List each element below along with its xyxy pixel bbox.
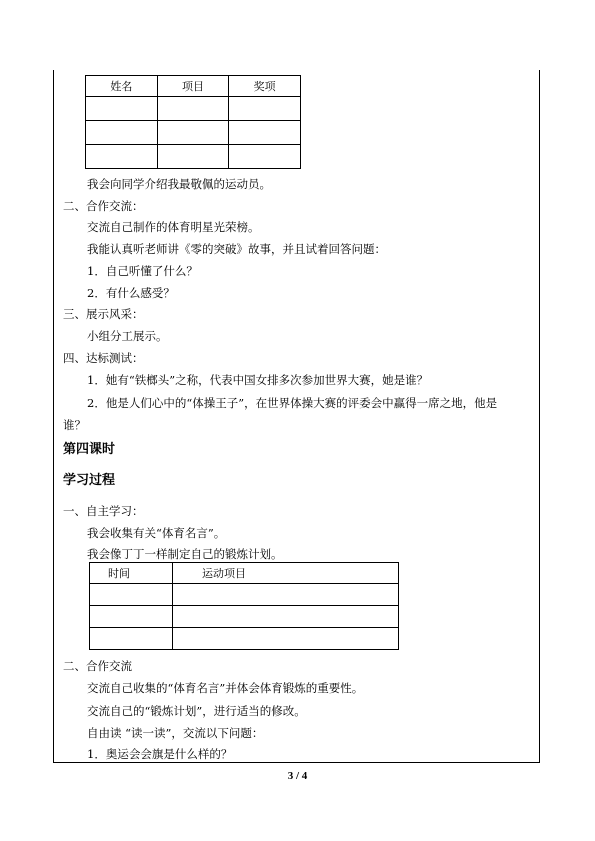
question-line: 1．她有“铁榔头”之称，代表中国女排多次参加世界大赛，她是谁？ — [87, 373, 429, 387]
table-cell — [86, 121, 158, 145]
question-line: 谁？ — [63, 418, 86, 432]
header-label: 时间 — [108, 567, 130, 580]
table-cell — [157, 145, 229, 169]
exercise-plan-table — [89, 562, 399, 650]
section-heading: 四、达标测试： — [63, 351, 144, 365]
section-heading: 二、合作交流： — [63, 199, 144, 213]
section-heading: 三、展示风采： — [63, 307, 144, 321]
table-cell — [90, 628, 173, 650]
table-row — [90, 606, 399, 628]
body-line: 我能认真听老师讲《零的突破》故事，并且试着回答问题： — [87, 242, 386, 256]
table-cell — [86, 97, 158, 121]
table-cell — [90, 584, 173, 606]
question-line: 1．自己听懂了什么？ — [87, 264, 198, 278]
question-line: 2．他是人们心中的“体操王子”，在世界体操大赛的评委会中赢得一席之地，他是 — [87, 396, 498, 410]
body-line: 自由读 “读一读”，交流以下问题： — [87, 726, 264, 740]
page-number: 3 / 4 — [287, 770, 308, 782]
table-row — [86, 121, 301, 145]
question-line: 1．奥运会会旗是什么样的？ — [87, 747, 233, 761]
body-line: 交流自己制作的体育明星光荣榜。 — [87, 220, 260, 234]
table-cell — [229, 97, 301, 121]
section-heading: 二、合作交流 — [63, 659, 132, 673]
table-header-cell — [173, 563, 399, 584]
table-row — [86, 97, 301, 121]
table-header-row — [86, 76, 301, 97]
table-cell — [157, 121, 229, 145]
table-row — [90, 628, 399, 650]
table-cell — [173, 606, 399, 628]
body-line: 交流自己收集的“体育名言”并体会体育锻炼的重要性。 — [87, 681, 364, 695]
body-line: 我会像丁丁一样制定自己的锻炼计划。 — [87, 547, 283, 561]
table-header-row — [90, 563, 399, 584]
table-header-cell: 奖项 — [229, 76, 301, 97]
table-cell — [157, 97, 229, 121]
section-heading: 一、自主学习： — [63, 504, 144, 518]
honor-table — [85, 75, 301, 169]
body-line: 我会向同学介绍我最敬佩的运动员。 — [87, 177, 271, 191]
body-line: 我会收集有关“体育名言”。 — [87, 526, 226, 540]
header-label: 运动项目 — [202, 567, 246, 580]
table-cell — [173, 628, 399, 650]
body-line: 交流自己的“锻炼计划”，进行适当的修改。 — [87, 704, 306, 718]
table-header-cell: 姓名 — [86, 76, 158, 97]
process-heading: 学习过程 — [63, 473, 116, 488]
table-cell — [229, 145, 301, 169]
table-cell — [86, 145, 158, 169]
question-line: 2．有什么感受？ — [87, 286, 175, 300]
table-row — [86, 145, 301, 169]
lesson-heading: 第四课时 — [63, 442, 116, 457]
table-cell — [90, 606, 173, 628]
table-header-cell: 项目 — [157, 76, 229, 97]
table-header-cell — [90, 563, 173, 584]
table-cell — [173, 584, 399, 606]
body-line: 小组分工展示。 — [87, 329, 168, 343]
table-row — [90, 584, 399, 606]
table-cell — [229, 121, 301, 145]
